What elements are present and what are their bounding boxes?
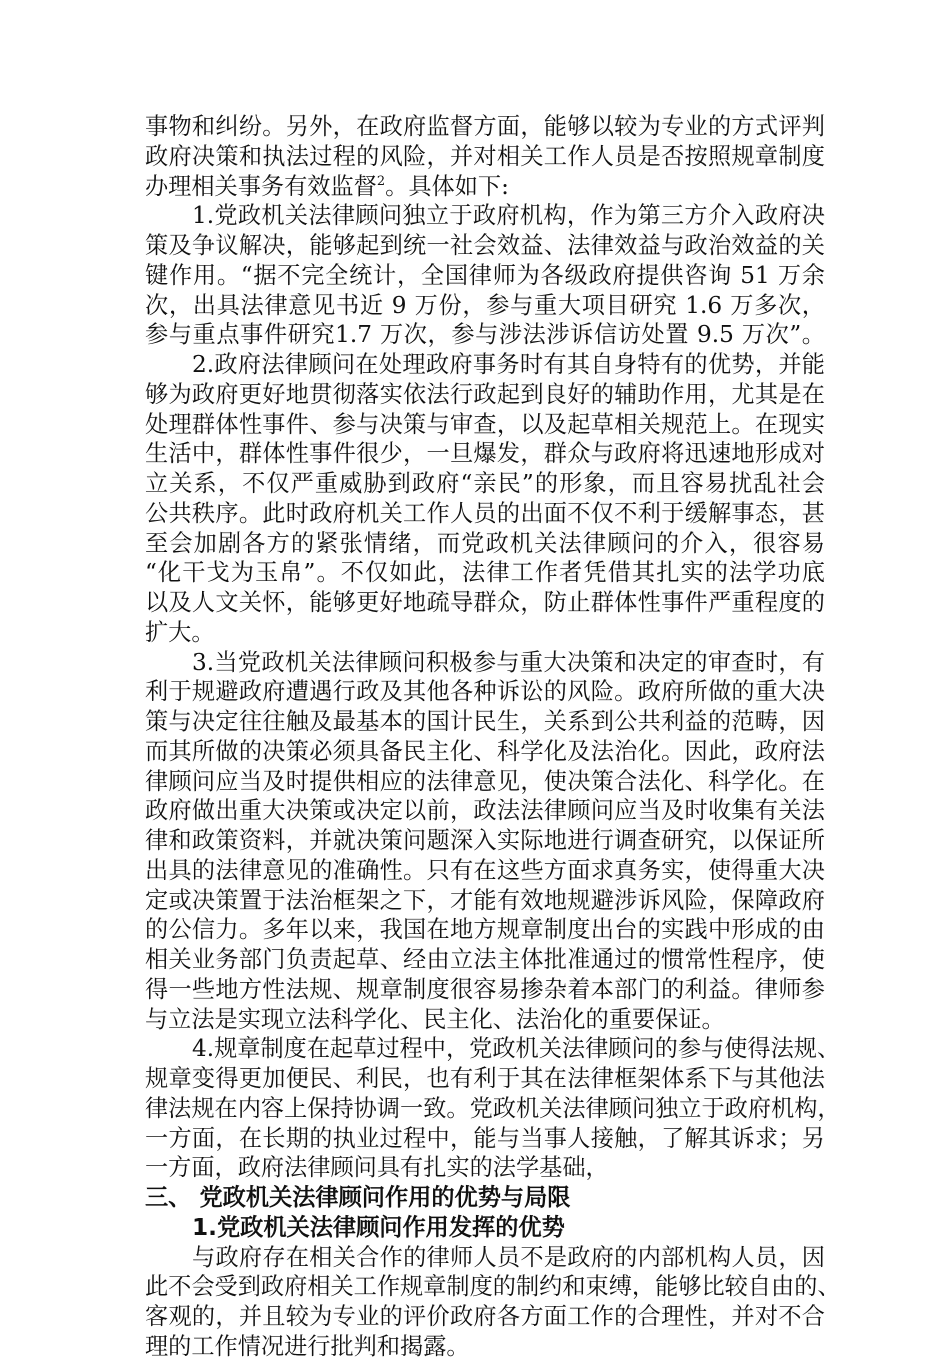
text-line: 生活中，群体性事件很少，一旦爆发，群众与政府将迅速地形成对 xyxy=(145,440,825,468)
text-line: 次，出具法律意见书近 9 万份，参与重大项目研究 1.6 万多次， xyxy=(145,291,825,319)
text-line xyxy=(145,172,825,202)
text-line: 2.政府法律顾问在处理政府事务时有其自身特有的优势，并能 xyxy=(192,351,825,378)
footnote-marker: 2 xyxy=(376,173,386,189)
text-line: 一方面，政府法律顾问具有扎实的法学基础， xyxy=(145,1154,609,1182)
text-line: 出具的法律意见的准确性。只有在这些方面求真务实，使得重大决 xyxy=(145,856,825,884)
text-line: 相关业务部门负责起草、经由立法主体批准通过的惯常性程序，使 xyxy=(145,946,825,973)
text-line: 策及争议解决，能够起到统一社会效益、法律效益与政治效益的关 xyxy=(145,232,825,259)
text-line: 政府做出重大决策或决定以前，政法法律顾问应当及时收集有关法 xyxy=(145,797,825,825)
text-line: 扩大。 xyxy=(145,618,215,646)
text-line: “化干戈为玉帛”。不仅如此，法律工作者凭借其扎实的法学功底 xyxy=(145,559,825,587)
text-line: 理的工作情况进行批判和揭露。 xyxy=(145,1332,470,1360)
text-line: 而其所做的决策必须具备民主化、科学化及法治化。因此，政府法 xyxy=(145,737,825,765)
text-line: 律和政策资料，并就决策问题深入实际地进行调查研究，以保证所 xyxy=(145,827,825,854)
text-line: 与立法是实现立法科学化、民主化、法治化的重要保证。 xyxy=(145,1005,725,1033)
text-line: 以及人文关怀，能够更好地疏导群众，防止群体性事件严重程度的 xyxy=(145,589,825,616)
section-heading: 三、 党政机关法律顾问作用的优势与局限 xyxy=(145,1184,571,1211)
text-line: 与政府存在相关合作的律师人员不是政府的内部机构人员，因 xyxy=(192,1243,825,1271)
text-line: 3.当党政机关法律顾问积极参与重大决策和决定的审查时，有 xyxy=(192,648,825,676)
text-line: 公共秩序。此时政府机关工作人员的出面不仅不利于缓解事态，甚 xyxy=(145,499,825,527)
text-line: 4.规章制度在起草过程中，党政机关法律顾问的参与使得法规、 xyxy=(192,1035,841,1063)
text-line: 够为政府更好地贯彻落实依法行政起到良好的辅助作用，尤其是在 xyxy=(145,380,825,408)
text-line: 一方面，在长期的执业过程中，能与当事人接触，了解其诉求；另 xyxy=(145,1124,825,1152)
text-line: 定或决策置于法治框架之下，才能有效地规避涉诉风险，保障政府 xyxy=(145,886,825,914)
text-line: 此不会受到政府相关工作规章制度的制约和束缚，能够比较自由的、 xyxy=(145,1273,841,1301)
body-text xyxy=(145,112,841,1362)
text-line: 得一些地方性法规、规章制度很容易掺杂着本部门的利益。律师参 xyxy=(145,975,825,1003)
text-line: 客观的，并且较为专业的评价政府各方面工作的合理性，并对不合 xyxy=(145,1303,825,1330)
text-line: 律顾问应当及时提供相应的法律意见，使决策合法化、科学化。在 xyxy=(145,767,825,795)
subsection-heading: 1.党政机关法律顾问作用发挥的优势 xyxy=(192,1213,565,1241)
text-line: 政府决策和执法过程的风险，并对相关工作人员是否按照规章制度 xyxy=(145,142,825,170)
text-segment: 。具体如下: xyxy=(385,172,509,200)
text-line: 规章变得更加便民、利民，也有利于其在法律框架体系下与其他法 xyxy=(145,1065,825,1092)
text-segment: 办理相关事务有效监督 xyxy=(145,172,377,200)
text-line: 1.党政机关法律顾问独立于政府机构，作为第三方介入政府决 xyxy=(192,202,825,230)
text-line: 策与决定往往触及最基本的国计民生，关系到公共利益的范畴，因 xyxy=(145,708,825,735)
text-line: 键作用。“据不完全统计，全国律师为各级政府提供咨询 51 万余 xyxy=(145,261,825,289)
text-line: 处理群体性事件、参与决策与审查，以及起草相关规范上。在现实 xyxy=(145,410,825,438)
text-line: 的公信力。多年以来，我国在地方规章制度出台的实践中形成的由 xyxy=(145,916,825,944)
text-line: 至会加剧各方的紧张情绪，而党政机关法律顾问的介入，很容易 xyxy=(145,529,825,557)
text-line: 立关系，不仅严重威胁到政府“亲民”的形象，而且容易扰乱社会 xyxy=(145,470,825,497)
text-line: 利于规避政府遭遇行政及其他各种诉讼的风险。政府所做的重大决 xyxy=(145,678,825,706)
text-line: 事物和纠纷。另外，在政府监督方面，能够以较为专业的方式评判 xyxy=(145,113,825,140)
text-line: 参与重点事件研究1.7 万次，参与涉法涉诉信访处置 9.5 万次”。 xyxy=(145,321,825,349)
text-line: 律法规在内容上保持协调一致。党政机关法律顾问独立于政府机构， xyxy=(145,1094,841,1122)
